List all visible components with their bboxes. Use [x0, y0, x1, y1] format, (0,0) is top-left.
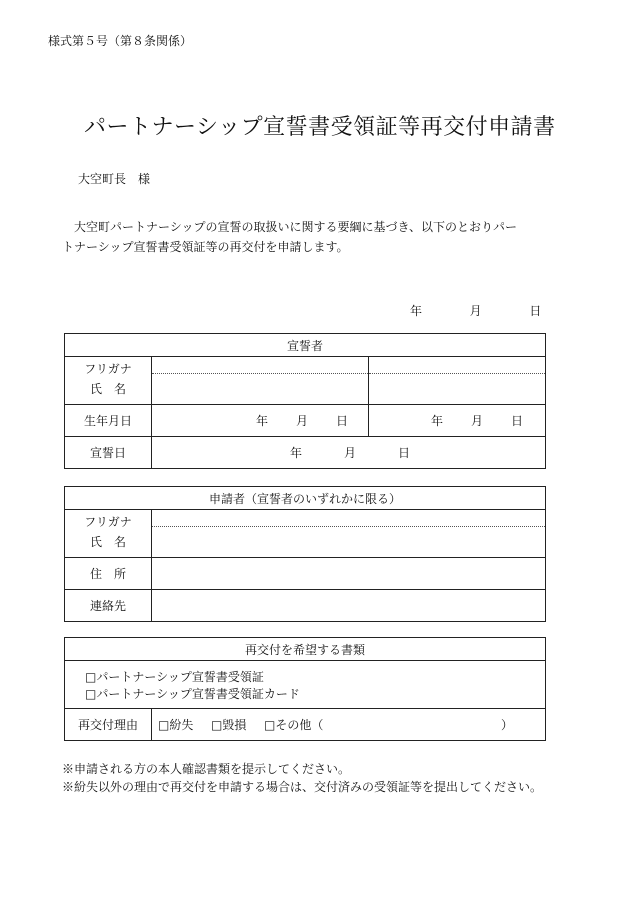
- option-card-checkbox[interactable]: □パートナーシップ宣誓書受領証カード: [85, 686, 300, 701]
- documents-header: 再交付を希望する書類: [65, 638, 546, 661]
- addressee: 大空町長 様: [78, 172, 151, 186]
- documents-options: [65, 661, 546, 709]
- documents-table: [64, 637, 546, 741]
- year-label: 年: [410, 304, 423, 318]
- intro-line-1: 大空町パートナーシップの宣誓の取扱いに関する要綱に基づき、以下のとおりパー: [62, 220, 518, 234]
- option-certificate-checkbox[interactable]: □パートナーシップ宣誓書受領証: [85, 669, 264, 684]
- applicant-header: 申請者（宣誓者のいずれかに限る）: [65, 487, 546, 510]
- reason-damage-checkbox[interactable]: □毀損: [211, 718, 247, 732]
- declarant-1-birthdate-field[interactable]: 年 月 日: [152, 405, 369, 437]
- oath-date-label: 宣誓日: [65, 437, 152, 469]
- reason-field: [152, 709, 546, 741]
- note-2: ※紛失以外の理由で再交付を申請する場合は、交付済みの受領証等を提出してください。: [62, 780, 543, 794]
- birthdate-label: 生年月日: [65, 405, 152, 437]
- reason-label: 再交付理由: [65, 709, 152, 741]
- applicant-furigana-name-label: フリガナ 氏 名: [65, 510, 152, 558]
- declarants-table: [64, 333, 546, 469]
- declarant-2-birthdate-field[interactable]: 年 月 日: [369, 405, 546, 437]
- reason-other-checkbox[interactable]: □その他（: [264, 718, 324, 732]
- reason-loss-checkbox[interactable]: □紛失: [158, 718, 194, 732]
- month-label: 月: [469, 304, 482, 318]
- day-label: 日: [529, 304, 542, 318]
- declarants-header: 宣誓者: [65, 334, 546, 357]
- application-date[interactable]: [410, 302, 541, 319]
- page-title: パートナーシップ宣誓書受領証等再交付申請書: [84, 115, 556, 140]
- applicant-table: [64, 486, 546, 622]
- furigana-name-label: フリガナ 氏 名: [65, 357, 152, 405]
- intro-line-2: トナーシップ宣誓書受領証等の再交付を申請します。: [62, 240, 349, 254]
- note-1: ※申請される方の本人確認書類を提示してください。: [62, 762, 351, 776]
- applicant-name-field[interactable]: [152, 510, 546, 558]
- address-label: 住 所: [65, 558, 152, 590]
- form-number: 様式第５号（第８条関係）: [48, 34, 193, 48]
- oath-date-field[interactable]: 年 月 日: [152, 437, 546, 469]
- reason-other-close: ）: [501, 718, 514, 732]
- address-field[interactable]: [152, 558, 546, 590]
- contact-field[interactable]: [152, 590, 546, 622]
- declarant-1-name-field[interactable]: [152, 357, 369, 405]
- declarant-2-name-field[interactable]: [369, 357, 546, 405]
- contact-label: 連絡先: [65, 590, 152, 622]
